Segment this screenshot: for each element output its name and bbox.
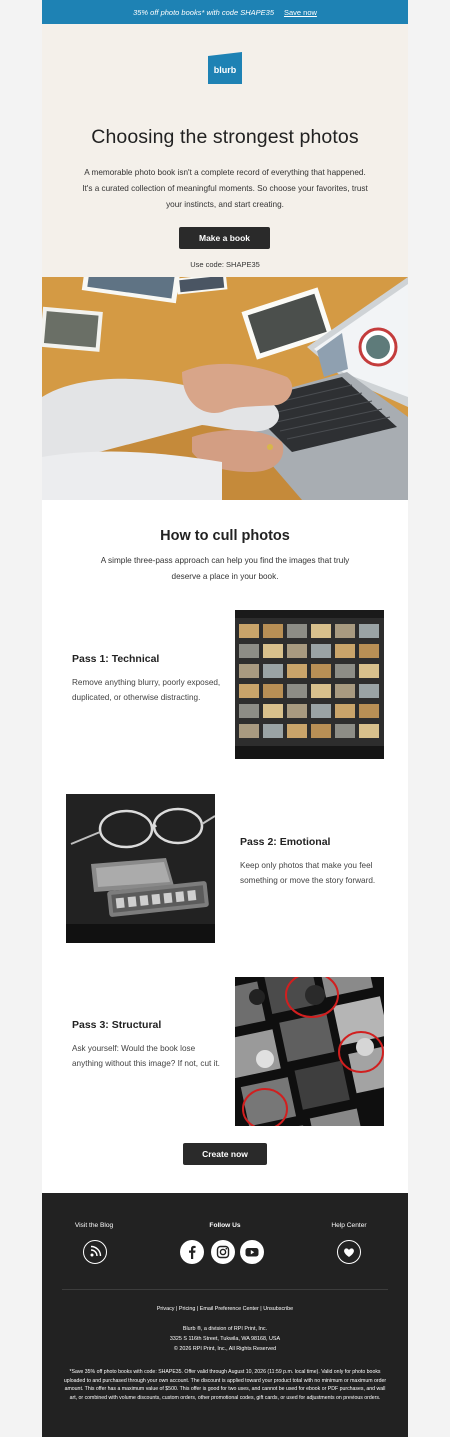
pass-3-title: Pass 3: Structural [72,1019,162,1031]
promo-code-text: Use code: SHAPE35 [190,260,260,269]
hero-title: Choosing the strongest photos [91,126,359,148]
hero-section [42,24,408,277]
pass-3 [72,1019,222,1071]
hero-body: A memorable photo book isn't a complete record of everything that happened. It's a curated collection of meaningful moments. So choose your favorites, trust your instincts, and start creating. [82,168,368,209]
email-body [42,0,408,1437]
footer-divider [62,1289,388,1290]
promo-banner [42,0,408,24]
instagram-icon[interactable] [211,1240,235,1264]
pass-2-image [66,794,215,943]
rss-icon[interactable] [83,1240,107,1264]
pass-2-title: Pass 2: Emotional [240,836,331,848]
footer [42,1193,408,1437]
heart-icon[interactable] [337,1240,361,1264]
pass-3-body: Ask yourself: Would the book lose anything without this image? If not, cut it. [72,1044,220,1068]
pass-1-image [235,610,384,759]
copyright: © 2026 RPI Print, Inc., All Rights Reserved [173,1346,277,1352]
make-a-book-button[interactable]: Make a book [179,227,270,249]
create-now-button[interactable]: Create now [183,1143,267,1165]
facebook-icon[interactable] [180,1240,204,1264]
company-name: Blurb ®, a division of RPI Print, Inc. [182,1326,268,1332]
street-address: 3325 S 116th Street, Tukwila, WA 98168, USA [169,1336,281,1342]
footer-links[interactable]: Privacy | Pricing | Email Preference Center | Unsubscribe [156,1306,294,1312]
promo-text: 35% off photo books* with code SHAPE35 [133,7,274,17]
pass-2-body: Keep only photos that make you feel something or move the story forward. [240,861,376,885]
pass-1-title: Pass 1: Technical [72,653,160,665]
pass-3-image [235,977,384,1126]
svg-text:blurb: blurb [213,65,237,75]
blurb-logo[interactable] [208,52,242,84]
youtube-icon[interactable] [240,1240,264,1264]
pass-1-body: Remove anything blurry, poorly exposed, duplicated, or otherwise distracting. [72,678,221,702]
cull-title: How to cull photos [160,528,290,544]
help-center-label[interactable]: Help Center [331,1222,367,1229]
visit-blog-label[interactable]: Visit the Blog [74,1222,114,1229]
cull-subtitle: A simple three-pass approach can help you find the images that truly deserve a place in your book. [100,556,350,581]
footer-address [42,1324,408,1354]
follow-us-label: Follow Us [209,1222,241,1229]
hero-photo [42,277,408,500]
save-now-link[interactable]: Save now [283,7,317,17]
fine-print: *Save 35% off photo books with code: SHAPE35. Offer valid through August 10, 2026 (11:59 p.m. local time). Valid only for photo books uploaded to and purchased through your own account. The discount is applied toward your product total with no minimum or maximum order amount. This offer has a maximum value of $500. This offer is good for two uses, and cannot be used for ebook or PDF purchases, and wall art, or combined with volume discounts, custom orders, other promotional codes, gift cards, or used for adjustments on previous orders. [63,1369,387,1402]
pass-2 [240,836,380,888]
pass-1 [72,653,222,705]
